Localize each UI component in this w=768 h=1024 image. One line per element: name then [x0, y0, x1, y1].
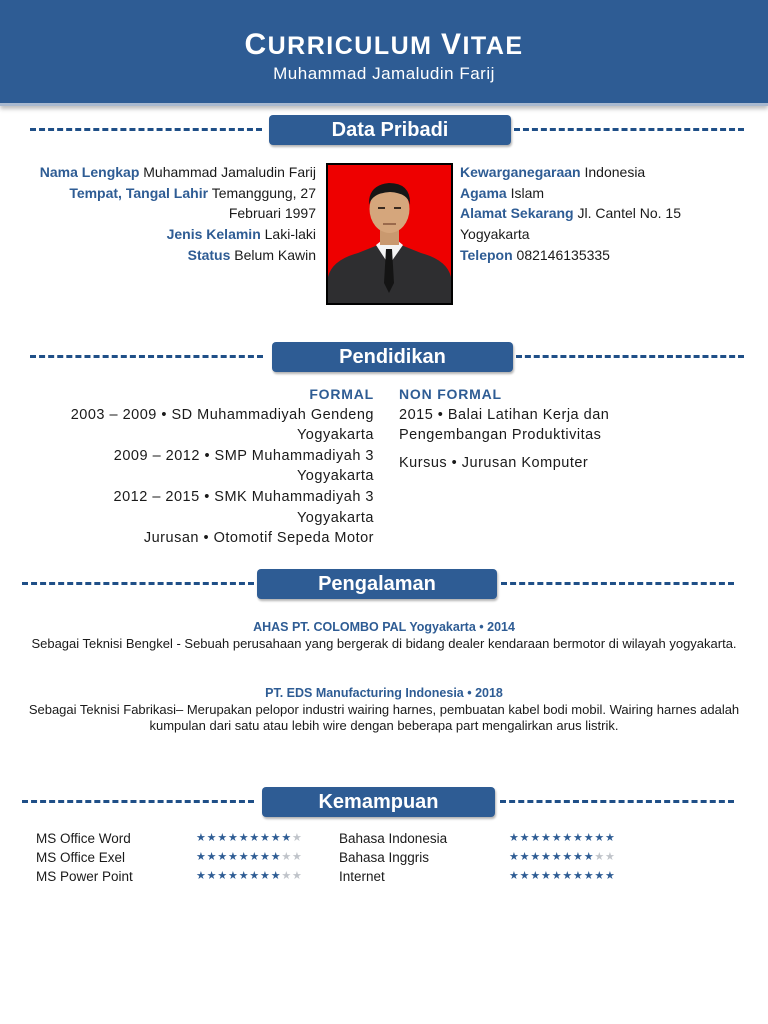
star-filled-icon: ★ — [551, 870, 563, 882]
education-entry: Jurusan • Otomotif Sepeda Motor — [143, 530, 374, 547]
skill-name: Bahasa Inggris — [339, 850, 430, 865]
star-rating — [196, 829, 303, 848]
education-entry: 2009 – 2012 • SMP Muhammadiyah 3 Yogyakarta — [113, 447, 374, 485]
star-filled-icon: ★ — [260, 851, 271, 863]
star-filled-icon: ★ — [228, 870, 239, 882]
section-divider — [22, 582, 254, 585]
star-filled-icon: ★ — [583, 832, 595, 844]
section-divider — [514, 128, 744, 131]
star-rating — [509, 829, 616, 848]
skill-name: MS Office Exel — [36, 850, 126, 865]
star-filled-icon: ★ — [583, 870, 595, 882]
section-data-pribadi — [20, 115, 748, 145]
star-filled-icon: ★ — [270, 832, 282, 844]
star-filled-icon: ★ — [519, 832, 531, 844]
star-filled-icon: ★ — [238, 851, 250, 863]
star-filled-icon: ★ — [583, 851, 595, 863]
star-empty-icon: ★ — [605, 851, 616, 863]
experience-item — [28, 685, 740, 735]
title-part-end: ITAE — [462, 32, 524, 60]
education-entry: 2015 • Balai Latihan Kerja dan Pengembangan Produktivitas — [399, 406, 610, 444]
personal-row-religion — [460, 183, 750, 204]
title-letter-c: C — [244, 28, 268, 61]
star-filled-icon: ★ — [196, 851, 207, 863]
star-empty-icon: ★ — [292, 870, 303, 882]
skills-left-ratings — [196, 829, 303, 886]
star-filled-icon: ★ — [594, 832, 606, 844]
field-label: Nama Lengkap — [39, 164, 140, 180]
star-filled-icon: ★ — [249, 870, 261, 882]
field-value: Indonesia — [584, 164, 646, 180]
skill-name: MS Power Point — [36, 869, 133, 884]
star-filled-icon: ★ — [217, 832, 229, 844]
skill-name: Bahasa Indonesia — [339, 831, 448, 846]
star-empty-icon: ★ — [281, 851, 293, 863]
personal-info-left — [30, 162, 316, 266]
section-kemampuan — [20, 787, 748, 817]
star-filled-icon: ★ — [605, 870, 616, 882]
title-letter-v: V — [440, 28, 463, 61]
field-label: Agama — [460, 184, 507, 201]
star-filled-icon: ★ — [249, 832, 261, 844]
education-entry: 2003 – 2009 • SD Muhammadiyah Gendeng Yogyakarta — [70, 406, 374, 444]
person-silhouette-icon — [328, 165, 451, 303]
section-divider — [516, 355, 744, 358]
section-divider — [30, 355, 263, 358]
star-filled-icon: ★ — [562, 832, 574, 844]
personal-row-status — [30, 245, 316, 266]
personal-row-gender — [30, 224, 316, 245]
star-filled-icon: ★ — [541, 851, 552, 863]
personal-row-citizenship — [460, 162, 750, 183]
section-title: Pengalaman — [257, 569, 497, 599]
skills-left-names — [36, 829, 133, 886]
star-filled-icon: ★ — [270, 870, 282, 882]
section-pendidikan — [20, 342, 748, 372]
star-rating — [196, 848, 303, 867]
star-filled-icon: ★ — [228, 832, 239, 844]
education-formal — [40, 384, 374, 549]
star-filled-icon: ★ — [573, 851, 584, 863]
star-filled-icon: ★ — [509, 851, 520, 863]
star-filled-icon: ★ — [217, 851, 229, 863]
personal-row-address — [460, 203, 750, 244]
header-banner — [0, 0, 768, 106]
personal-info-right — [460, 162, 750, 266]
star-filled-icon: ★ — [519, 870, 531, 882]
field-label: Telepon — [460, 246, 513, 263]
star-filled-icon: ★ — [530, 832, 542, 844]
star-filled-icon: ★ — [530, 870, 542, 882]
education-nonformal — [399, 384, 729, 473]
star-filled-icon: ★ — [573, 870, 584, 882]
experience-description: Sebagai Teknisi Bengkel - Sebuah perusahaan yang bergerak di bidang dealer kendaraan bermotor di wilayah yogyakarta. — [31, 635, 737, 651]
star-filled-icon: ★ — [562, 851, 574, 863]
field-value: Temanggung, 27 Februari 1997 — [211, 184, 316, 222]
section-title: Data Pribadi — [269, 115, 511, 145]
personal-row-name — [30, 162, 316, 183]
star-filled-icon: ★ — [519, 851, 531, 863]
section-divider — [500, 800, 734, 803]
star-filled-icon: ★ — [206, 870, 218, 882]
field-label: Kewarganegaraan — [460, 164, 581, 180]
experience-description: Sebagai Teknisi Fabrikasi– Merupakan pelopor industri wairing harnes, pembuatan kabel bodi mobil. Wairing harnes adalah kumpulan dari satu atau lebih wire dengan beberapa part mengalirkan arus listrik. — [28, 701, 740, 733]
star-empty-icon: ★ — [281, 870, 293, 882]
skills-right-names — [339, 829, 447, 886]
field-label: Status — [187, 246, 231, 263]
personal-row-birth — [30, 183, 316, 224]
star-filled-icon: ★ — [530, 851, 542, 863]
star-filled-icon: ★ — [260, 832, 271, 844]
star-filled-icon: ★ — [238, 870, 250, 882]
field-value: Laki-laki — [264, 226, 316, 243]
section-title: Pendidikan — [272, 342, 513, 372]
field-label: Jenis Kelamin — [166, 226, 261, 243]
star-filled-icon: ★ — [281, 832, 293, 844]
section-divider — [30, 128, 262, 131]
skills-right-ratings — [509, 829, 616, 886]
field-label: Tempat, Tangal Lahir — [69, 184, 209, 201]
field-label: Alamat Sekarang — [460, 205, 574, 222]
section-pengalaman — [20, 569, 748, 599]
field-value: 082146135335 — [516, 246, 610, 263]
star-empty-icon: ★ — [292, 851, 303, 863]
star-filled-icon: ★ — [509, 870, 520, 882]
star-filled-icon: ★ — [249, 851, 261, 863]
nonformal-heading: NON FORMAL — [399, 386, 502, 402]
experience-item — [28, 619, 740, 652]
star-empty-icon: ★ — [292, 832, 303, 844]
candidate-name: Muhammad Jamaludin Farij — [273, 64, 495, 83]
field-value: Islam — [510, 184, 545, 201]
star-filled-icon: ★ — [196, 870, 207, 882]
star-filled-icon: ★ — [594, 870, 606, 882]
star-rating — [196, 867, 303, 886]
section-title: Kemampuan — [262, 787, 495, 817]
education-entry: 2012 – 2015 • SMK Muhammadiyah 3 Yogyakarta — [113, 488, 374, 526]
formal-heading: FORMAL — [309, 386, 374, 402]
field-value: Muhammad Jamaludin Farij — [143, 164, 316, 180]
section-divider — [22, 800, 254, 803]
star-filled-icon: ★ — [573, 832, 584, 844]
star-rating — [509, 867, 616, 886]
star-filled-icon: ★ — [260, 870, 271, 882]
star-filled-icon: ★ — [228, 851, 239, 863]
star-filled-icon: ★ — [551, 832, 563, 844]
field-value: Belum Kawin — [234, 246, 316, 263]
star-filled-icon: ★ — [541, 870, 552, 882]
star-filled-icon: ★ — [605, 832, 616, 844]
star-filled-icon: ★ — [551, 851, 563, 863]
star-filled-icon: ★ — [196, 832, 207, 844]
star-empty-icon: ★ — [594, 851, 606, 863]
skill-name: Internet — [339, 869, 385, 884]
education-entry: Kursus • Jurusan Komputer — [399, 454, 589, 471]
star-filled-icon: ★ — [238, 832, 250, 844]
experience-company: AHAS PT. COLOMBO PAL Yogyakarta • 2014 — [253, 620, 515, 634]
star-filled-icon: ★ — [206, 832, 218, 844]
star-filled-icon: ★ — [562, 870, 574, 882]
star-filled-icon: ★ — [206, 851, 218, 863]
profile-photo — [326, 163, 453, 305]
skill-name: MS Office Word — [36, 831, 131, 846]
section-divider — [501, 582, 734, 585]
personal-row-phone — [460, 245, 750, 266]
field-value: Jl. Cantel No. 15 Yogyakarta — [460, 205, 681, 243]
title-part: URRICULUM — [267, 32, 441, 60]
star-rating — [509, 848, 616, 867]
star-filled-icon: ★ — [541, 832, 552, 844]
star-filled-icon: ★ — [217, 870, 229, 882]
cv-title — [0, 28, 768, 62]
star-filled-icon: ★ — [509, 832, 520, 844]
star-filled-icon: ★ — [270, 851, 282, 863]
experience-company: PT. EDS Manufacturing Indonesia • 2018 — [265, 686, 503, 700]
